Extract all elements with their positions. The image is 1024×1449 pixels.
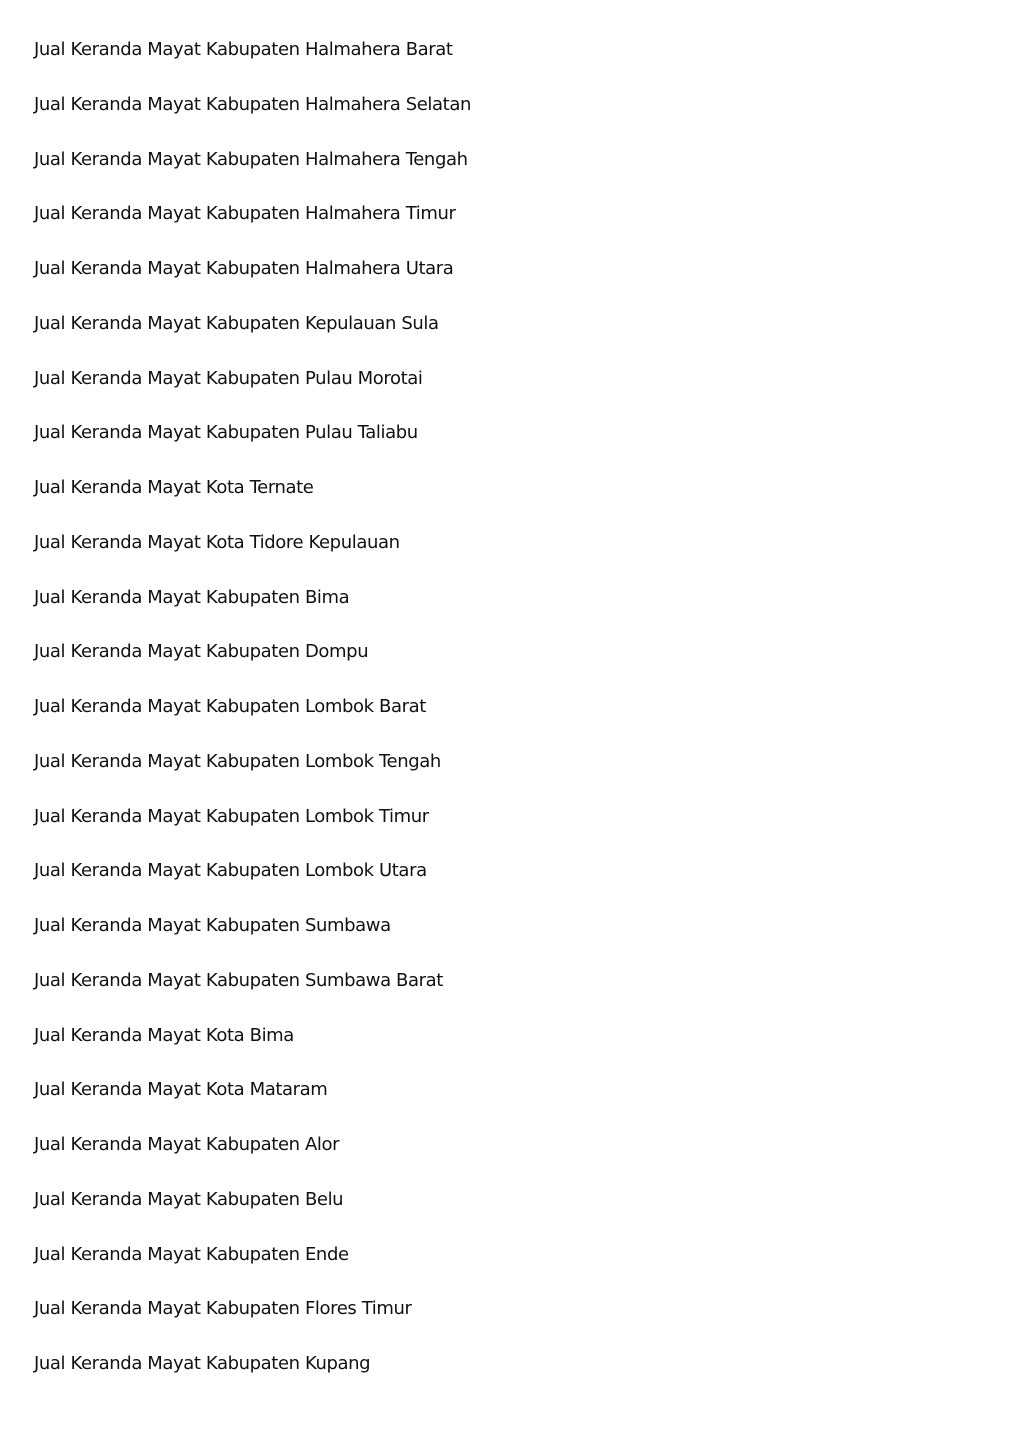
list-item: Jual Keranda Mayat Kota Bima [34,1024,294,1046]
list-item: Jual Keranda Mayat Kota Ternate [34,477,314,498]
list-item: Jual Keranda Mayat Kabupaten Kepulauan Sula [34,312,439,334]
list-item: Jual Keranda Mayat Kabupaten Halmahera Selatan [34,93,471,115]
list-item: Jual Keranda Mayat Kabupaten Lombok Tengah [34,750,441,772]
list-item: Jual Keranda Mayat Kabupaten Flores Timur [34,1298,412,1320]
list-item: Jual Keranda Mayat Kabupaten Ende [34,1243,349,1265]
list-item: Jual Keranda Mayat Kabupaten Alor [34,1134,340,1155]
list-item: Jual Keranda Mayat Kabupaten Halmahera Barat [34,39,453,60]
list-item: Jual Keranda Mayat Kabupaten Sumbawa [34,915,391,936]
list-item: Jual Keranda Mayat Kabupaten Kupang [34,1353,371,1374]
list-item: Jual Keranda Mayat Kabupaten Dompu [34,641,369,663]
list-item: Jual Keranda Mayat Kabupaten Lombok Barat [34,696,426,717]
list-item: Jual Keranda Mayat Kota Mataram [34,1079,328,1101]
list-item: Jual Keranda Mayat Kabupaten Sumbawa Barat [34,969,443,991]
list-item: Jual Keranda Mayat Kabupaten Lombok Timur [34,805,429,827]
list-item: Jual Keranda Mayat Kabupaten Bima [34,586,350,608]
list-item: Jual Keranda Mayat Kabupaten Halmahera Tengah [34,148,468,170]
list-item: Jual Keranda Mayat Kabupaten Pulau Taliabu [34,422,418,444]
list-item: Jual Keranda Mayat Kota Tidore Kepulauan [34,531,400,553]
list-item: Jual Keranda Mayat Kabupaten Lombok Utara [34,860,427,882]
list-item: Jual Keranda Mayat Kabupaten Halmahera Timur [34,203,456,225]
list-item: Jual Keranda Mayat Kabupaten Pulau Morotai [34,367,423,389]
location-list [34,36,471,1405]
list-item: Jual Keranda Mayat Kabupaten Halmahera Utara [34,258,454,279]
list-item: Jual Keranda Mayat Kabupaten Belu [34,1188,344,1210]
